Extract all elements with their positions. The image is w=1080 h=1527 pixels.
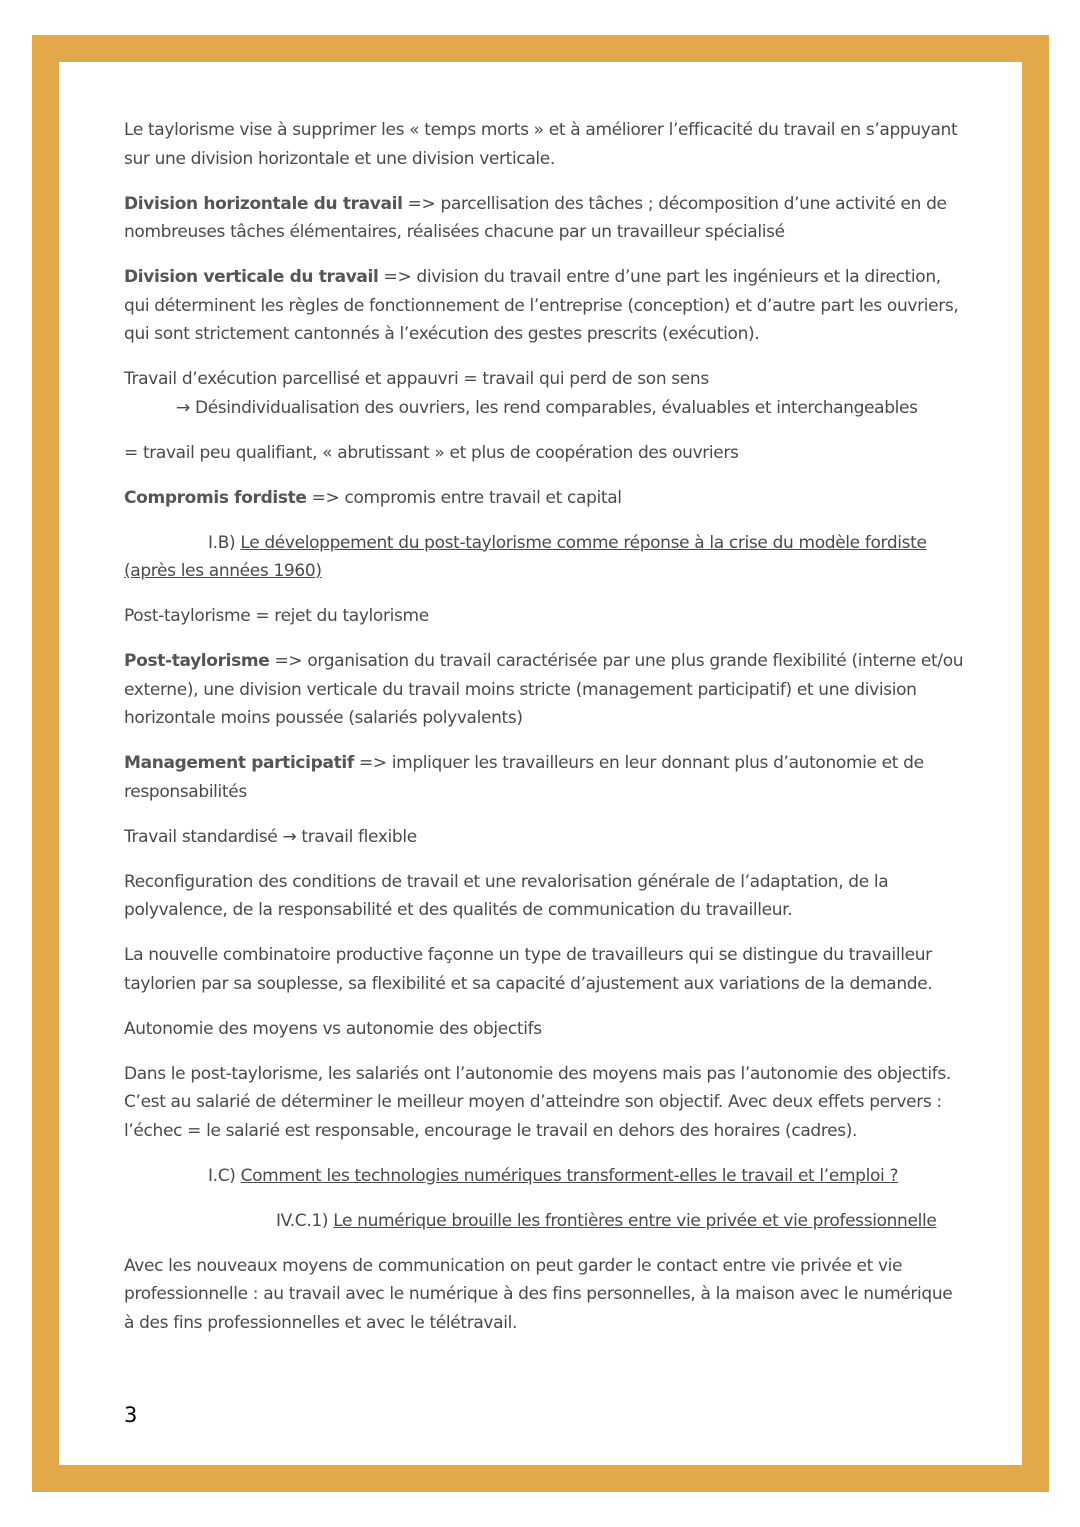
paragraph-execution-work-consequence: → Désindividualisation des ouvriers, les rend comparables, évaluables et interchangeables (176, 397, 918, 418)
paragraph-execution-work: Travail d’exécution parcellisé et appauvri = travail qui perd de son sens (124, 369, 709, 389)
section-number: IV.C.1) (276, 1210, 334, 1231)
term: Management participatif (124, 753, 354, 773)
section-title: Le développement du post-taylorisme comme réponse à la crise du modèle fordiste (après les années 1960) (124, 532, 927, 581)
definition: => organisation du travail caractérisée par une plus grande flexibilité (interne et/ou externe), une division verticale du travail moins stricte (management participatif) et une division horizontale moins poussée (salariés polyvalents) (124, 651, 964, 728)
section-heading-ic (124, 1162, 964, 1191)
section-number: I.B) (208, 532, 241, 553)
definition: => compromis entre travail et capital (306, 487, 622, 508)
page-number: 3 (124, 1403, 138, 1427)
section-number: I.C) (208, 1165, 241, 1186)
definition-participative-management (124, 749, 964, 806)
paragraph-standard-to-flexible: Travail standardisé → travail flexible (124, 826, 417, 847)
section-title: Le numérique brouille les frontières entre vie privée et vie professionnelle (333, 1210, 937, 1231)
definition: => division du travail entre d’une part les ingénieurs et la direction, qui déterminent les règles de fonctionnement de l’entreprise (conception) et d’autre part les ouvriers, qui sont strictement cantonnés à l’exécution des gestes prescrits (exécution). (124, 267, 959, 344)
paragraph-new-combinatorics: La nouvelle combinatoire productive façonne un type de travailleurs qui se distingue du travailleur taylorien par sa souplesse, sa flexibilité et sa capacité d’ajustement aux variations de la demande. (124, 945, 933, 994)
paragraph-digital-boundaries: Avec les nouveaux moyens de communication on peut garder le contact entre vie privée et vie professionnelle : au travail avec le numérique à des fins personnelles, à la maison avec le numérique à des fins professionnelles et avec le télétravail. (124, 1255, 953, 1333)
definition-fordist-compromise (124, 484, 964, 513)
paragraph-low-skill-work: = travail peu qualifiant, « abrutissant » et plus de coopération des ouvriers (124, 442, 739, 463)
paragraph-autonomy-detail: Dans le post-taylorisme, les salariés ont l’autonomie des moyens mais pas l’autonomie des objectifs. C’est au salarié de déterminer le meilleur moyen d’atteindre son objectif. Avec deux effets pervers : l’échec = le salarié est responsable, encourage le travail en dehors des horaires (cadres). (124, 1063, 951, 1141)
definition-horizontal-division (124, 190, 964, 247)
definition-vertical-division (124, 263, 964, 349)
document-body (124, 116, 964, 1354)
section-title: Comment les technologies numériques transforment-elles le travail et l’emploi ? (240, 1165, 899, 1186)
section-heading-ib (124, 529, 964, 586)
definition: => parcellisation des tâches ; décomposition d’une activité en de nombreuses tâches élémentaires, réalisées chacune par un travailleur spécialisé (124, 193, 947, 242)
paragraph-intro: Le taylorisme vise à supprimer les « temps morts » et à améliorer l’efficacité du travail en s’appuyant sur une division horizontale et une division verticale. (124, 120, 958, 169)
section-heading-ivc1 (124, 1207, 964, 1236)
term: Compromis fordiste (124, 487, 307, 508)
term: Post-taylorisme (124, 651, 270, 671)
term: Division verticale du travail (124, 267, 379, 287)
paragraph-reconfiguration: Reconfiguration des conditions de travail et une revalorisation générale de l’adaptation, de la polyvalence, de la responsabilité et des qualités de communication du travailleur. (124, 871, 889, 920)
term: Division horizontale du travail (124, 193, 403, 214)
definition-post-taylorism (124, 647, 964, 733)
paragraph-post-taylorism-rejection: Post-taylorisme = rejet du taylorisme (124, 606, 429, 626)
paragraph-autonomy: Autonomie des moyens vs autonomie des objectifs (124, 1018, 542, 1039)
definition: => impliquer les travailleurs en leur donnant plus d’autonomie et de responsabilités (124, 753, 924, 802)
